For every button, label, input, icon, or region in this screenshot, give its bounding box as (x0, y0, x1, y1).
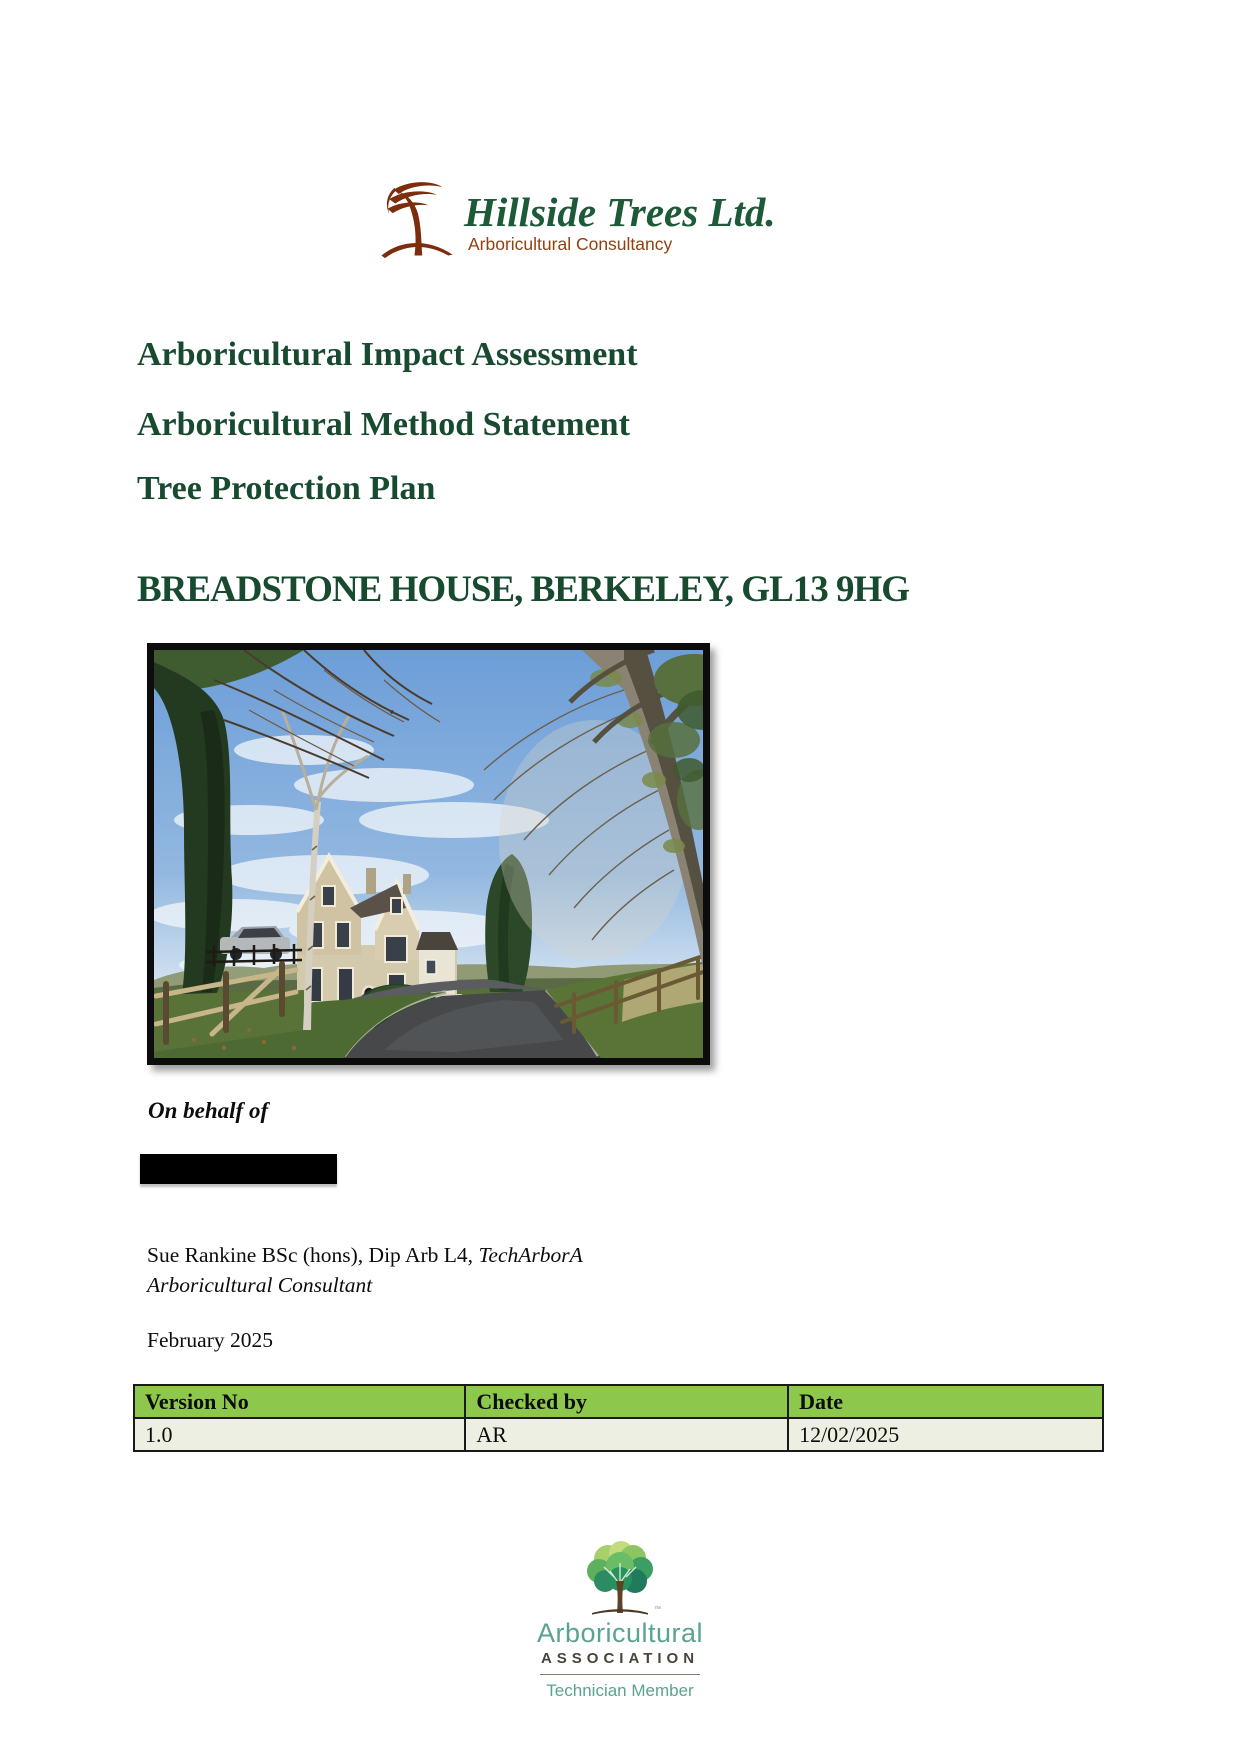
company-tagline: Arboricultural Consultancy (468, 234, 673, 254)
association-divider (540, 1674, 700, 1675)
site-address-heading: BREADSTONE HOUSE, BERKELEY, GL13 9HG (137, 569, 910, 610)
title-method-statement: Arboricultural Method Statement (137, 406, 630, 443)
version-no-header: Version No (134, 1385, 465, 1418)
version-table-header-row (134, 1385, 1103, 1418)
windswept-tree-icon (378, 176, 456, 264)
site-photo-image (154, 650, 703, 1058)
membership-level: Technician Member (546, 1681, 694, 1701)
checked-by-value: AR (465, 1418, 788, 1451)
association-word: ASSOCIATION (540, 1650, 700, 1668)
date-header: Date (788, 1385, 1103, 1418)
author-role: Arboricultural Consultant (147, 1273, 373, 1297)
author-name-qualifications: Sue Rankine BSc (hons), Dip Arb L4, (147, 1243, 479, 1267)
trademark-symbol: ™ (654, 1606, 661, 1613)
version-table (133, 1384, 1104, 1452)
site-photo-frame (147, 643, 710, 1065)
author-block (147, 1240, 583, 1300)
date-value: 12/02/2025 (788, 1418, 1103, 1451)
arboricultural-association-logo (490, 1541, 750, 1701)
report-date: February 2025 (147, 1328, 273, 1352)
author-credential: TechArborA (478, 1243, 583, 1267)
company-logo (378, 176, 776, 264)
title-impact-assessment: Arboricultural Impact Assessment (137, 336, 638, 373)
version-no-value: 1.0 (134, 1418, 465, 1451)
association-name: Arboricultural (536, 1618, 704, 1648)
title-tree-protection-plan: Tree Protection Plan (137, 470, 436, 507)
company-name: Hillside Trees Ltd. (464, 189, 776, 235)
on-behalf-of-label: On behalf of (148, 1098, 269, 1123)
author-line (147, 1240, 583, 1270)
version-table-row (134, 1418, 1103, 1451)
redacted-client-name (140, 1154, 337, 1184)
association-tree-icon (578, 1541, 662, 1617)
checked-by-header: Checked by (465, 1385, 788, 1418)
